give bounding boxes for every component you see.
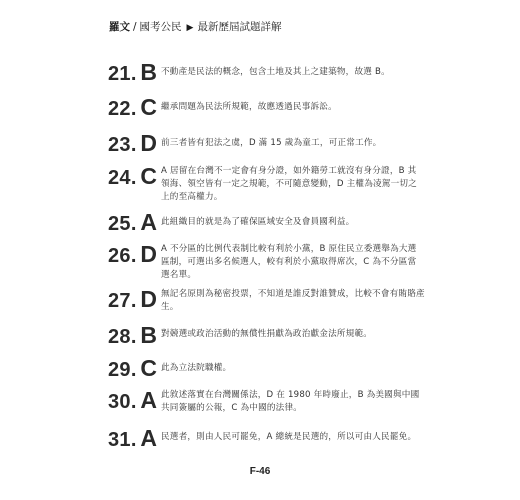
answer-number: 24 [108, 167, 131, 189]
answer-number: 28 [108, 326, 131, 348]
answer-number: 23 [108, 134, 131, 156]
answer-number: 21 [108, 63, 131, 85]
answer-letter: C [140, 355, 158, 381]
answer-letter: B [140, 322, 158, 348]
answer-letter: C [140, 94, 158, 120]
answer-letter: A [140, 209, 158, 235]
answer-explanation: 不動產是民法的概念，包含土地及其上之建築物，故選 B。 [161, 67, 390, 77]
answer-letter: D [140, 130, 158, 156]
page-number: F-46 [249, 466, 271, 477]
answer-letter: C [140, 163, 158, 189]
answer-number: 29 [108, 359, 131, 381]
answer-explanation: 此為立法院職權。 [161, 363, 232, 373]
answer-letter: B [140, 59, 158, 85]
answer-label: 30. A [108, 387, 158, 413]
answer-label: 29. C [108, 355, 158, 381]
answer-label: 25. A [108, 209, 158, 235]
answer-explanation: 民選者，則由人民可罷免，A 總統是民選的，所以可由人民罷免。 [161, 432, 417, 442]
answer-label: 24. C [108, 163, 158, 189]
answer-label: 23. D [108, 130, 158, 156]
header-section: 最新歷屆試題詳解 [197, 21, 282, 33]
answer-explanation: A 居留在台灣不一定會有身分證，如外籍勞工就沒有身分證，B 其領海、領空皆有一定之規範，不可隨意變動，D 主權為凌駕一切之上的至高權力。 [161, 166, 417, 202]
answer-explanation: 前三者皆有犯法之虞，D 滿 15 歲為童工，可正常工作。 [161, 138, 382, 148]
answer-letter: A [140, 387, 158, 413]
answer-number: 26 [108, 245, 131, 267]
answer-label: 28. B [108, 322, 158, 348]
answer-number: 30 [108, 391, 131, 413]
header-separator: / [133, 21, 137, 33]
answer-explanation: 對競選或政治活動的無償性捐獻為政治獻金法所規範。 [161, 329, 373, 339]
answer-label: 26. D [108, 241, 158, 267]
answer-letter: D [140, 241, 158, 267]
answer-number: 27 [108, 290, 131, 312]
header-arrow-icon: ▶ [186, 23, 194, 33]
answer-letter: D [140, 286, 158, 312]
answer-number: 22 [108, 98, 131, 120]
answer-number: 25 [108, 213, 131, 235]
answer-label: 22. C [108, 94, 158, 120]
answer-explanation: A 不分區的比例代表制比較有利於小黨，B 原住民立委選舉為大選區制，可選出多名候選人，較有利於小黨取得席次，C 為不分區當選名單。 [161, 244, 417, 280]
answer-label: 21. B [108, 59, 158, 85]
answer-explanation: 此敘述落實在台灣關係法，D 在 1980 年時廢止，B 為美國與中國共同簽屬的公報，C 為中國的法律。 [161, 390, 420, 413]
answer-label: 27. D [108, 286, 158, 312]
answer-number: 31 [108, 429, 131, 451]
answer-explanation: 繼承問題為民法所規範，故應透過民事訴訟。 [161, 102, 337, 112]
header-subject: 羅文 [109, 21, 130, 33]
answer-letter: A [140, 425, 158, 451]
answer-explanation: 此組織目的就是為了確保區域安全及會員國利益。 [161, 217, 355, 227]
answer-explanation: 無記名原則為秘密投票，不知道是誰反對誰贊成，比較不會有賄賂產生。 [161, 289, 425, 312]
header-book: 國考公民 [139, 21, 182, 33]
answer-label: 31. A [108, 425, 158, 451]
